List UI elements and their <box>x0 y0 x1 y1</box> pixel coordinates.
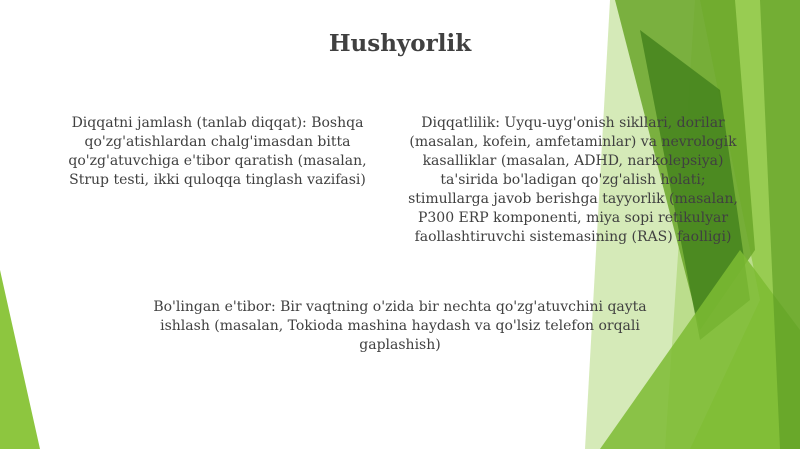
text-block-focused-attention: Diqqatni jamlash (tanlab diqqat): Boshqa qo'zg'atishlardan chalg'imasdan bitta qo'zg'atuvchiga e'tibor qaratish (masalan, Strup testi, ikki quloqqa tinglash vazifasi) <box>68 115 367 188</box>
text-block-alertness: Diqqatlilik: Uyqu-uyg'onish sikllari, dorilar (masalan, kofein, amfetaminlar) va nevrologik kasalliklar (masalan, ADHD, narkolepsiya) ta'sirida bo'ladigan qo'zg'alish holati; stimullarga javob berishga tayyorlik (masalan, P300 ERP komponenti, miya sopi retikulyar faollashtiruvchi sistemasining (RAS) faolligi) <box>408 115 738 245</box>
slide-title: Hushyorlik <box>328 30 472 57</box>
green-corner-left <box>0 270 40 449</box>
text-block-divided-attention: Bo'lingan e'tibor: Bir vaqtning o'zida bir nechta qo'zg'atuvchini qayta ishlash (masalan, Tokioda mashina haydash va qo'lsiz telefon orqali gaplashish) <box>153 299 647 353</box>
